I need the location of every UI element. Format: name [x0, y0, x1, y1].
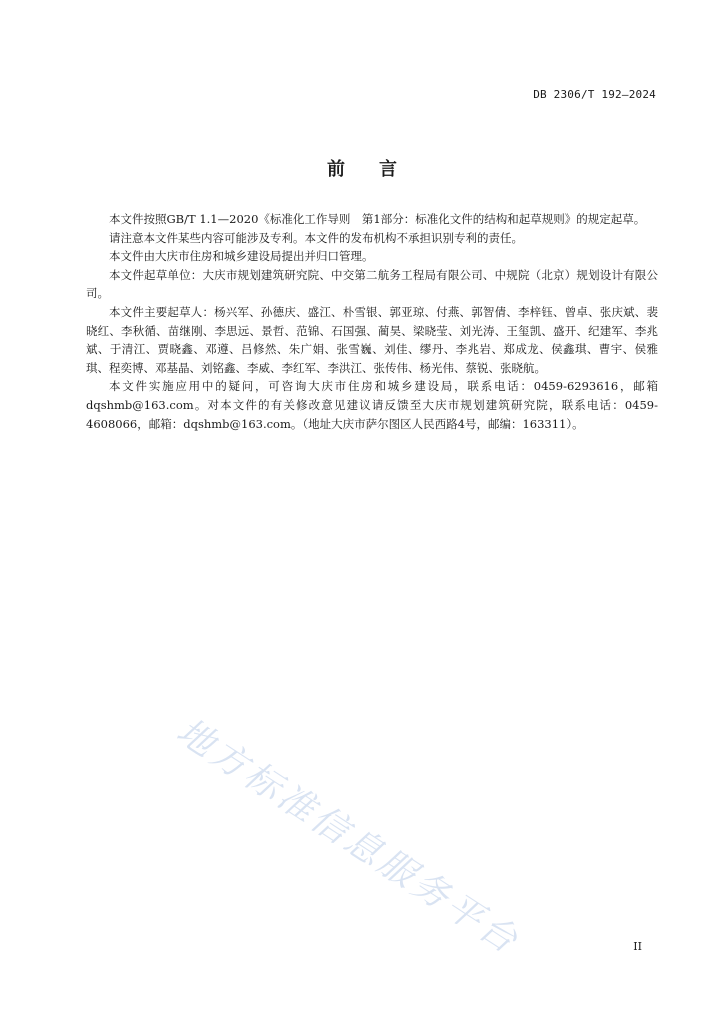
page-number: II: [633, 940, 642, 953]
paragraph-drafters: 本文件主要起草人：杨兴军、孙德庆、盛江、朴雪银、郭亚琼、付燕、郭智倩、李梓钰、曾卓、张庆斌、裴晓红、李秋循、苗继刚、李思远、景哲、范锦、石国强、蔺昊、梁晓莹、刘光涛、王玺凯、盛开、纪建军、李兆斌、于清江、贾晓鑫、邓遵、吕修然、朱广娟、张雪巍、刘佳、缪丹、李兆岩、郑成龙、侯鑫琪、曹宇、侯雅琪、程奕博、邓基晶、刘铭鑫、李威、李红军、李洪江、张传伟、杨光伟、蔡锐、张晓航。: [86, 304, 658, 375]
foreword-body: [86, 210, 658, 433]
paragraph-drafting-units: 本文件起草单位：大庆市规划建筑研究院、中交第二航务工程局有限公司、中规院（北京）规划设计有限公司。: [86, 267, 658, 301]
paragraph-drafting-rules: 本文件按照GB/T 1.1—2020《标准化工作导则 第1部分：标准化文件的结构和起草规则》的规定起草。: [109, 212, 646, 226]
paragraph-contact: 本文件实施应用中的疑问，可咨询大庆市住房和城乡建设局，联系电话：0459-6293616，邮箱dqshmb@163.com。对本文件的有关修改意见建议请反馈至大庆市规划建筑研究院，联系电话：0459-4608066，邮箱：dqshmb@163.com。（地址大庆市萨尔图区人民西路4号，邮编：163311）。: [86, 379, 658, 431]
paragraph-proposer: 本文件由大庆市住房和城乡建设局提出并归口管理。: [109, 249, 374, 264]
page-title: 前言: [327, 159, 431, 180]
paragraph-patent-notice: 请注意本文件某些内容可能涉及专利。本文件的发布机构不承担识别专利的责任。: [109, 230, 523, 245]
document-code: DB 2306/T 192—2024: [533, 88, 656, 101]
watermark: 地方标准信息服务平台: [169, 710, 528, 964]
